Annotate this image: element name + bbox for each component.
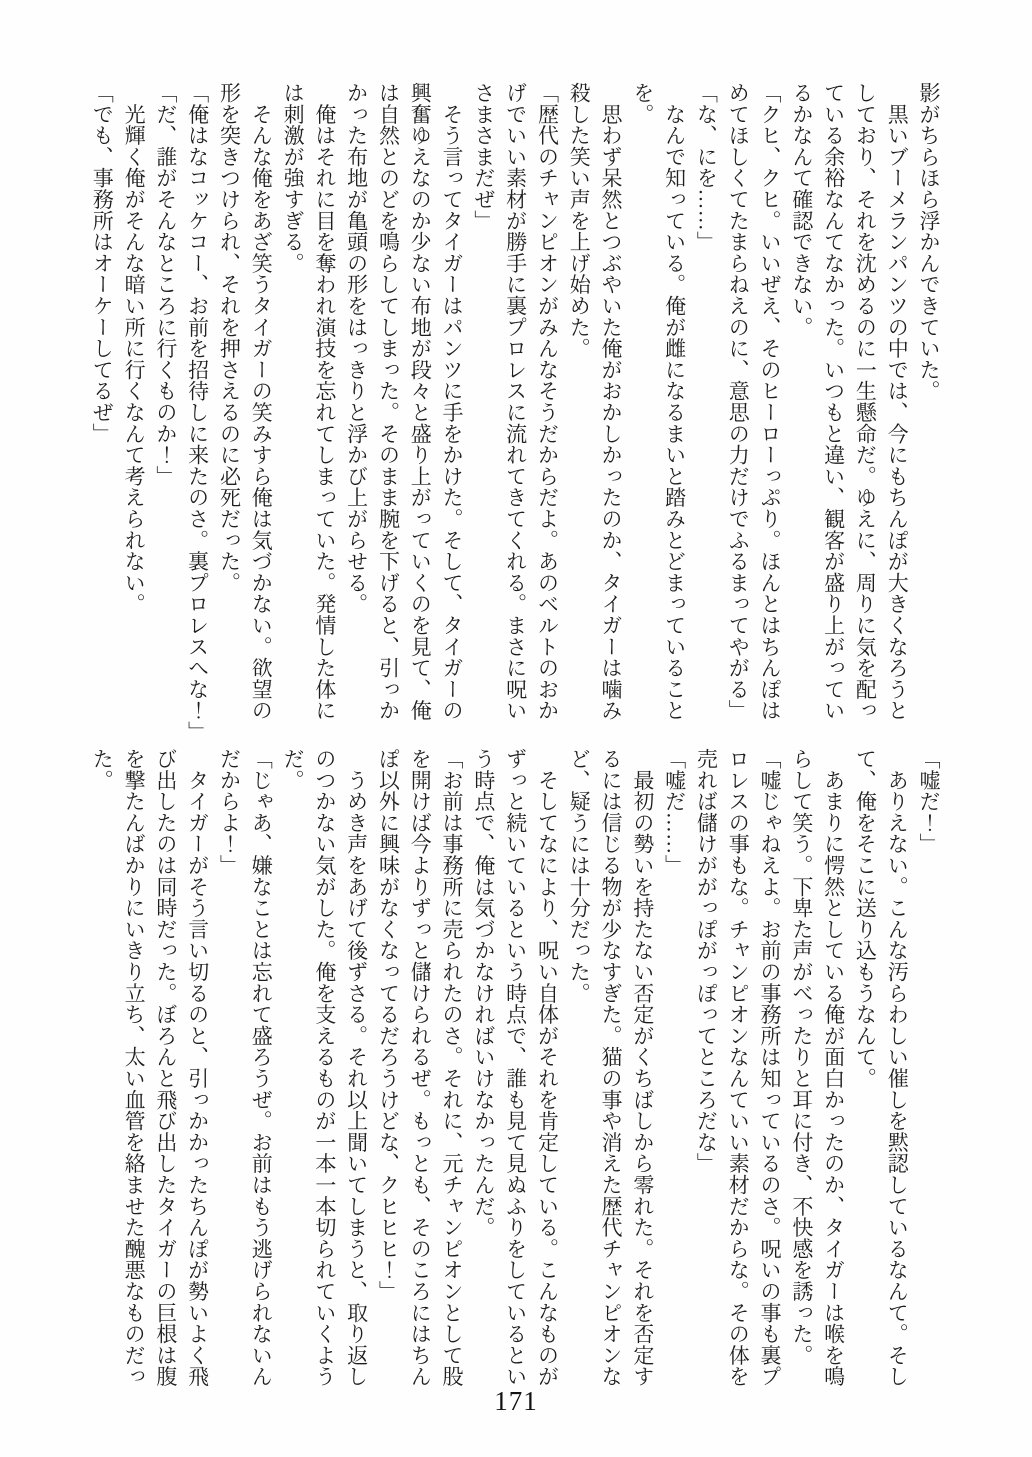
text-line: あまりに愕然としている俺が面白かったのか、タイガーは喉を鳴 xyxy=(821,748,846,1387)
text-line: タイガーがそう言い切るのと、引っかかったちんぽが勢いよく飛 xyxy=(185,748,210,1387)
text-line: ている余裕なんてなかった。いつもと違い、観客が盛り上がってい xyxy=(821,82,846,721)
text-line: 「俺はなコッケコー、お前を招待しに来たのさ。裏プロレスへな！」 xyxy=(185,82,210,743)
text-line: 売れば儲けががっぽがっぽってところだな」 xyxy=(694,748,719,1174)
text-line: そしてなにより、呪い自体がそれを肯定している。こんなものが xyxy=(535,748,560,1387)
text-line: 「クヒ、クヒ。いいぜえ、そのヒーローっぷり。ほんとはちんぽは xyxy=(758,82,783,721)
text-block-bottom xyxy=(80,748,944,1387)
text-line: そう言ってタイガーはパンツに手をかけた。そして、タイガーの xyxy=(440,82,465,721)
text-line: 興奮ゆえなのか少ない布地が段々と盛り上がっていくのを見て、俺 xyxy=(408,82,433,721)
text-line: そんな俺をあざ笑うタイガーの笑みすら俺は気づかない。欲望の xyxy=(249,82,274,721)
text-line: さまさまだぜ」 xyxy=(471,82,496,232)
text-line: ど、疑うには十分だった。 xyxy=(567,748,592,1004)
text-line: 「な、にを……」 xyxy=(694,82,719,253)
text-line: 「嘘じゃねえよ。お前の事務所は知っているのさ。呪いの事も裏プ xyxy=(758,748,783,1387)
text-line: を開けば今よりずっと儲けられるぜ。もっとも、そのころにはちん xyxy=(408,748,433,1387)
text-line: 「だ、誰がそんなところに行くものか！」 xyxy=(153,82,178,487)
text-line: は自然とのどを鳴らしてしまった。そのまま腕を下げると、引っか xyxy=(376,82,401,721)
text-line: ぽ以外に興味がなくなってるだろうけどな、クヒヒヒ！」 xyxy=(376,748,401,1302)
text-line: げでいい素材が勝手に裏プロレスに流れてきてくれる。まさに呪い xyxy=(503,82,528,721)
text-line: 俺はそれに目を奪われ演技を忘れてしまっていた。発情した体に xyxy=(312,82,337,721)
text-line: うめき声をあげて後ずさる。それ以上聞いてしまうと、取り返し xyxy=(344,748,369,1387)
text-line: う時点で、俺は気づかなければいけなかったんだ。 xyxy=(471,748,496,1238)
text-line: 「でも、事務所はオーケーしてるぜ」 xyxy=(90,82,115,445)
text-line: めてほしくてたまらねえのに、意思の力だけでふるまってやがる」 xyxy=(726,82,751,721)
text-line: は刺激が強すぎる。 xyxy=(281,82,306,274)
text-line: なんで知っている。俺が雌になるまいと踏みとどまっていること xyxy=(662,82,687,721)
text-line: を撃たんばかりにいきり立ち、太い血管を絡ませた醜悪なものだっ xyxy=(122,748,147,1387)
text-line: 「歴代のチャンピオンがみんなそうだからだよ。あのベルトのおか xyxy=(535,82,560,721)
text-line: しており、それを沈めるのに一生懸命だ。ゆえに、周りに気を配っ xyxy=(853,82,878,721)
text-line: 殺した笑い声を上げ始めた。 xyxy=(567,82,592,359)
text-line: ずっと続いているという時点で、誰も見て見ぬふりをしているとい xyxy=(503,748,528,1387)
text-line: だからよ！」 xyxy=(217,748,242,876)
text-line: た。 xyxy=(90,748,115,791)
text-line: 影がちらほら浮かんできていた。 xyxy=(917,82,941,402)
text-block-top xyxy=(80,82,944,743)
text-line: て、俺をそこに送り込もうなんて。 xyxy=(853,748,878,1089)
text-line: ありえない。こんな汚らわしい催しを黙認しているなんて。そし xyxy=(885,748,910,1387)
text-line: 形を突きつけられ、それを押さえるのに必死だった。 xyxy=(217,82,242,594)
text-line: び出したのは同時だった。ぼろんと飛び出したタイガーの巨根は腹 xyxy=(153,748,178,1387)
text-line: ロレスの事もな。チャンピオンなんていい素材だからな。その体を xyxy=(726,748,751,1387)
page-number: 171 xyxy=(494,1386,538,1416)
text-line: るかなんて確認できない。 xyxy=(789,82,814,338)
text-line: るには信じる物が少なすぎた。猫の事や消えた歴代チャンピオンな xyxy=(599,748,624,1387)
text-line: 「お前は事務所に売られたのさ。それに、元チャンピオンとして股 xyxy=(440,748,465,1387)
text-line: らして笑う。下卑た声がべったりと耳に付き、不快感を誘った。 xyxy=(789,748,814,1366)
text-line: 光輝く俺がそんな暗い所に行くなんて考えられない。 xyxy=(122,82,147,615)
text-line: 思わず呆然とつぶやいた俺がおかしかったのか、タイガーは噛み xyxy=(599,82,624,721)
text-line: 「嘘だ！」 xyxy=(917,748,941,855)
text-line: 最初の勢いを持たない否定がくちばしから零れた。それを否定す xyxy=(630,748,655,1387)
text-line: を。 xyxy=(630,82,655,125)
text-line: 「じゃあ、嫌なことは忘れて盛ろうぜ。お前はもう逃げられないん xyxy=(249,748,274,1387)
text-line: かった布地が亀頭の形をはっきりと浮かび上がらせる。 xyxy=(344,82,369,615)
text-line: だ。 xyxy=(281,748,306,791)
text-line: 「嘘だ……」 xyxy=(662,748,687,876)
text-line: 黒いブーメランパンツの中では、今にもちんぽが大きくなろうと xyxy=(885,82,910,721)
text-line: のつかない気がした。俺を支えるものが一本一本切られていくよう xyxy=(312,748,337,1387)
